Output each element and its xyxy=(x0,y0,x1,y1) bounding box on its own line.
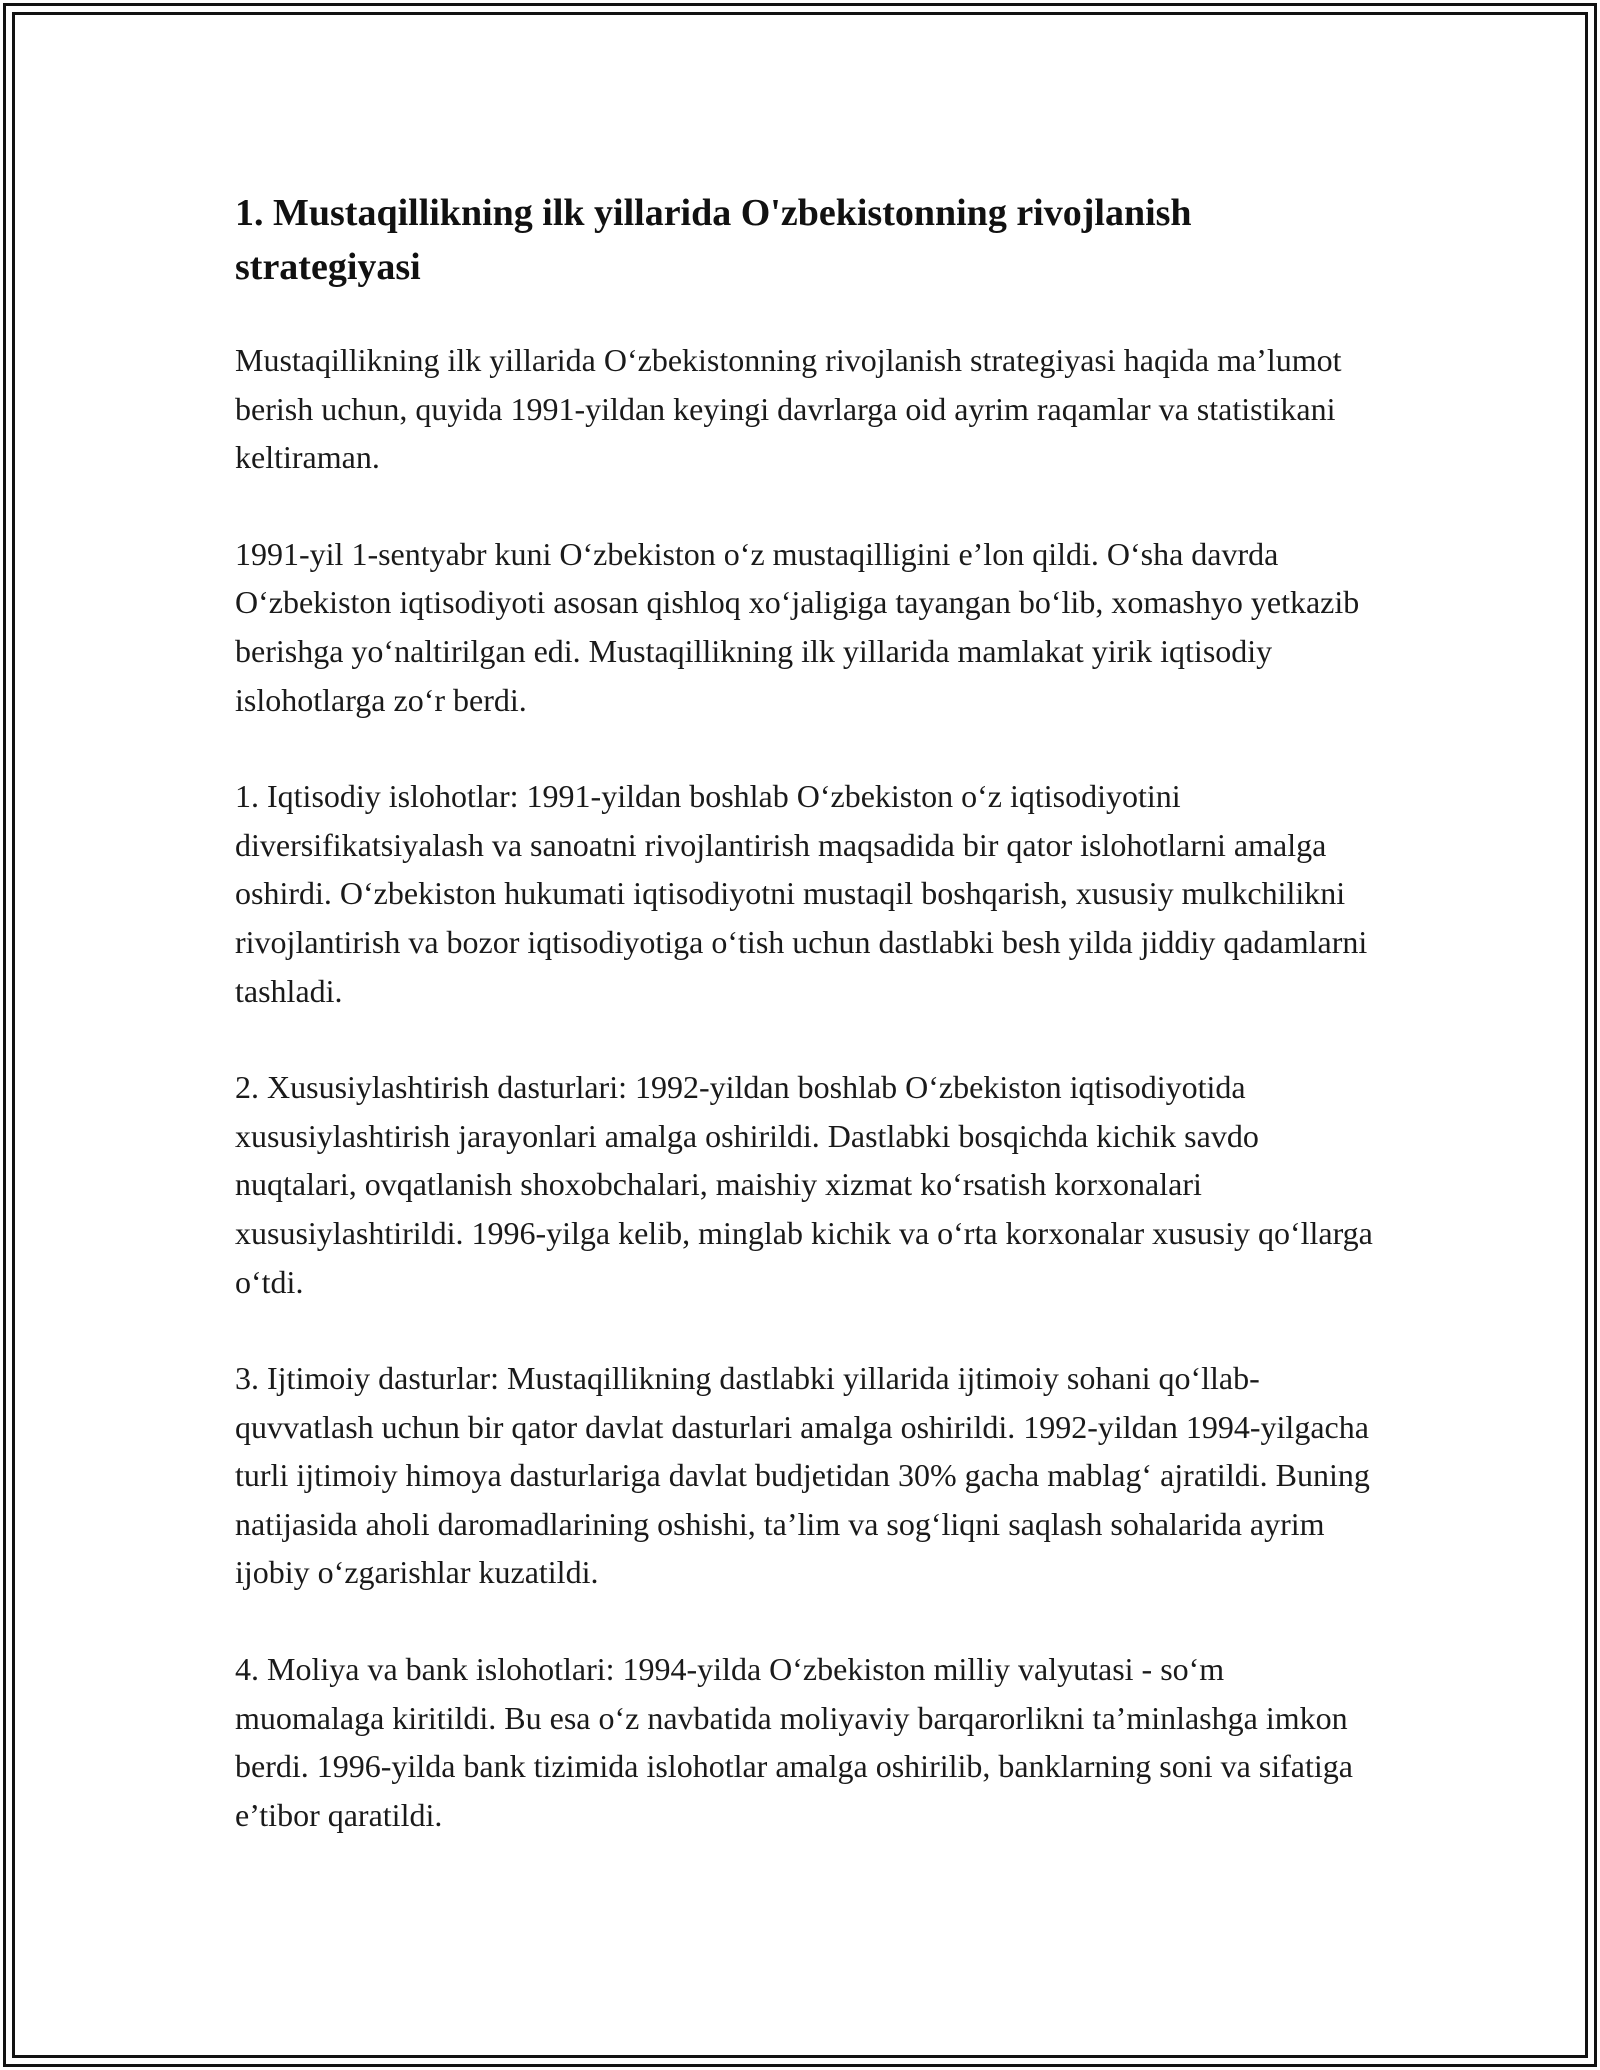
paragraph-privatization: 2. Xususiylashtirish dasturlari: 1992-yildan boshlab O‘zbekiston iqtisodiyotida xususiylashtirish jarayonlari amalga oshirildi. Dastlabki bosqichda kichik savdo nuqtalari, ovqatlanish shoxobchalari, maishiy xizmat ko‘rsatish korxonalari xususiylashtirildi. 1996-yilga kelib, minglab kichik va o‘rta korxonalar xususiy qo‘llarga o‘tdi. xyxy=(235,1069,1373,1300)
document-body xyxy=(235,186,1380,1887)
paragraph-finance-banking: 4. Moliya va bank islohotlari: 1994-yilda O‘zbekiston milliy valyutasi - so‘m muomalaga kiritildi. Bu esa o‘z navbatida moliyaviy barqarorlikni ta’minlashga imkon berdi. 1996-yilda bank tizimida islohotlar amalga oshirilib, banklarning soni va sifatiga e’tibor qaratildi. xyxy=(235,1651,1353,1833)
paragraph-intro: Mustaqillikning ilk yillarida O‘zbekistonning rivojlanish strategiyasi haqida ma’lumot berish uchun, quyida 1991-yildan keyingi davrlarga oid ayrim raqamlar va statistikani keltiraman. xyxy=(235,342,1342,476)
paragraph-economic-reforms: 1. Iqtisodiy islohotlar: 1991-yildan boshlab O‘zbekiston o‘z iqtisodiyotini diversifikatsiyalash va sanoatni rivojlantirish maqsadida bir qator islohotlarni amalga oshirdi. O‘zbekiston hukumati iqtisodiyotni mustaqil boshqarish, xususiy mulkchilikni rivojlantirish va bozor iqtisodiyotiga o‘tish uchun dastlabki besh yilda jiddiy qadamlarni tashladi. xyxy=(235,778,1368,1009)
section-heading: 1. Mustaqillikning ilk yillarida O'zbekistonning rivojlanish strategiyasi xyxy=(235,192,1192,288)
paragraph-independence: 1991-yil 1-sentyabr kuni O‘zbekiston o‘z mustaqilligini e’lon qildi. O‘sha davrda O‘zbekiston iqtisodiyoti asosan qishloq xo‘jaligiga tayangan bo‘lib, xomashyo yetkazib berishga yo‘naltirilgan edi. Mustaqillikning ilk yillarida mamlakat yirik iqtisodiy islohotlarga zo‘r berdi. xyxy=(235,535,1360,718)
paragraph-social-programs: 3. Ijtimoiy dasturlar: Mustaqillikning dastlabki yillarida ijtimoiy sohani qo‘llab-quvvatlash uchun bir qator davlat dasturlari amalga oshirildi. 1992-yildan 1994-yilgacha turli ijtimoiy himoya dasturlariga davlat budjetidan 30% gacha mablag‘ ajratildi. Buning natijasida aholi daromadlarining oshishi, ta’lim va sog‘liqni saqlash sohalarida ayrim ijobiy o‘zgarishlar kuzatildi. xyxy=(235,1360,1370,1591)
